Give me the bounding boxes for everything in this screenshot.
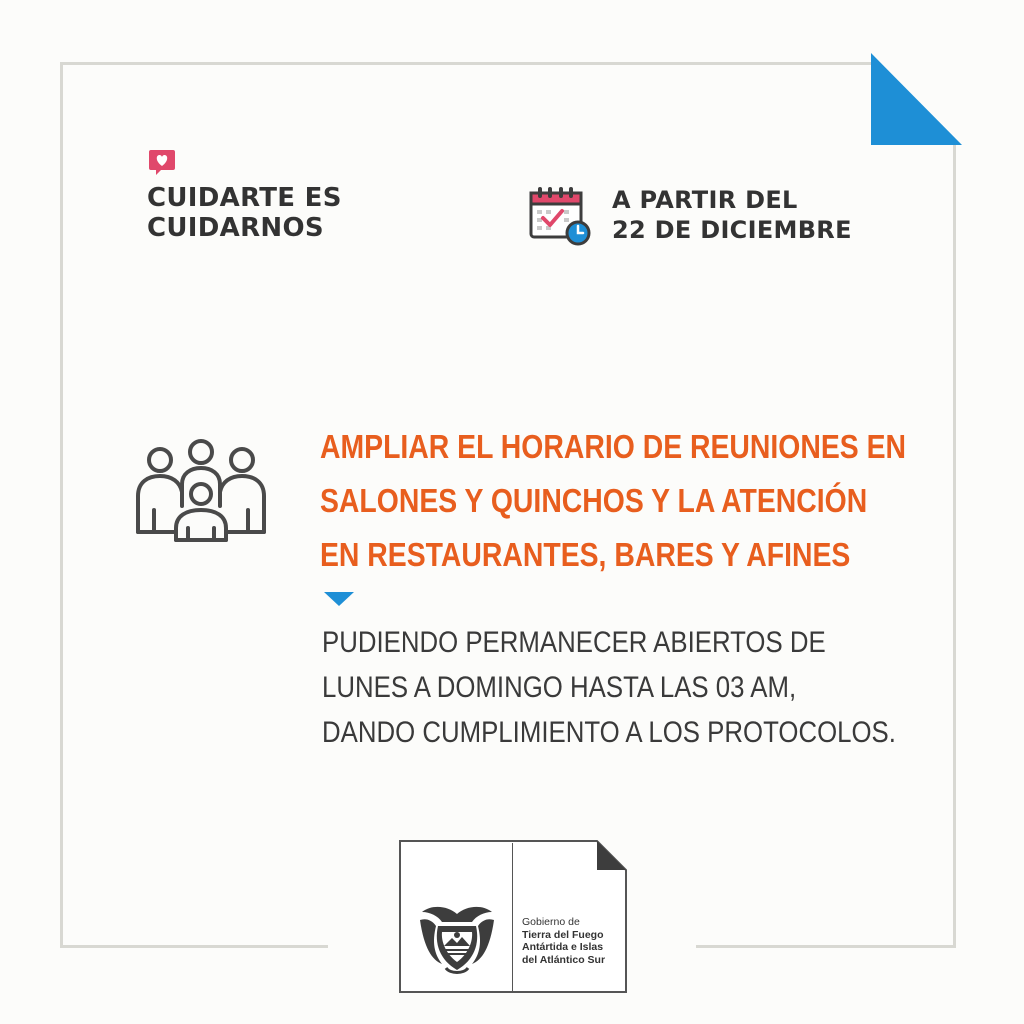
body-line-1: PUDIENDO PERMANECER ABIERTOS DE xyxy=(322,626,826,659)
date-line-2: 22 DE DICIEMBRE xyxy=(612,216,852,244)
headline-line-3: EN RESTAURANTES, BARES Y AFINES xyxy=(320,536,851,573)
pointer-triangle-icon xyxy=(324,592,354,606)
provincial-emblem-icon xyxy=(418,902,496,978)
body-line-3: DANDO CUMPLIMIENTO A LOS PROTOCOLOS. xyxy=(322,716,896,749)
heart-bubble-icon xyxy=(147,147,177,177)
frame-bottom-right xyxy=(696,945,956,948)
date-block xyxy=(528,185,852,247)
brand-line-1: CUIDARTE ES xyxy=(147,183,342,213)
date-text xyxy=(612,185,852,245)
frame-top xyxy=(60,62,872,65)
headline xyxy=(320,420,907,582)
government-name xyxy=(522,916,605,966)
body-copy xyxy=(322,620,896,755)
body-line-2: LUNES A DOMINGO HASTA LAS 03 AM, xyxy=(322,671,797,704)
people-group-icon xyxy=(132,436,270,546)
date-line-1: A PARTIR DEL xyxy=(612,186,798,214)
government-line-2: Tierra del Fuego xyxy=(522,928,604,941)
headline-line-2: SALONES Y QUINCHOS Y LA ATENCIÓN xyxy=(320,482,868,519)
brand-block xyxy=(147,147,342,243)
calendar-check-icon xyxy=(528,185,592,247)
brand-line-2: CUIDARNOS xyxy=(147,213,324,243)
brand-text xyxy=(147,183,342,243)
government-line-3: Antártida e Islas xyxy=(522,941,604,953)
government-line-1: Gobierno de xyxy=(522,916,580,928)
frame-left xyxy=(60,62,63,948)
government-line-4: del Atlántico Sur xyxy=(522,953,606,966)
headline-line-1: AMPLIAR EL HORARIO DE REUNIONES EN xyxy=(320,428,907,465)
frame-bottom-left xyxy=(60,945,328,948)
government-logo-divider xyxy=(512,843,513,991)
frame-right xyxy=(953,140,956,948)
corner-triangle xyxy=(871,53,962,145)
